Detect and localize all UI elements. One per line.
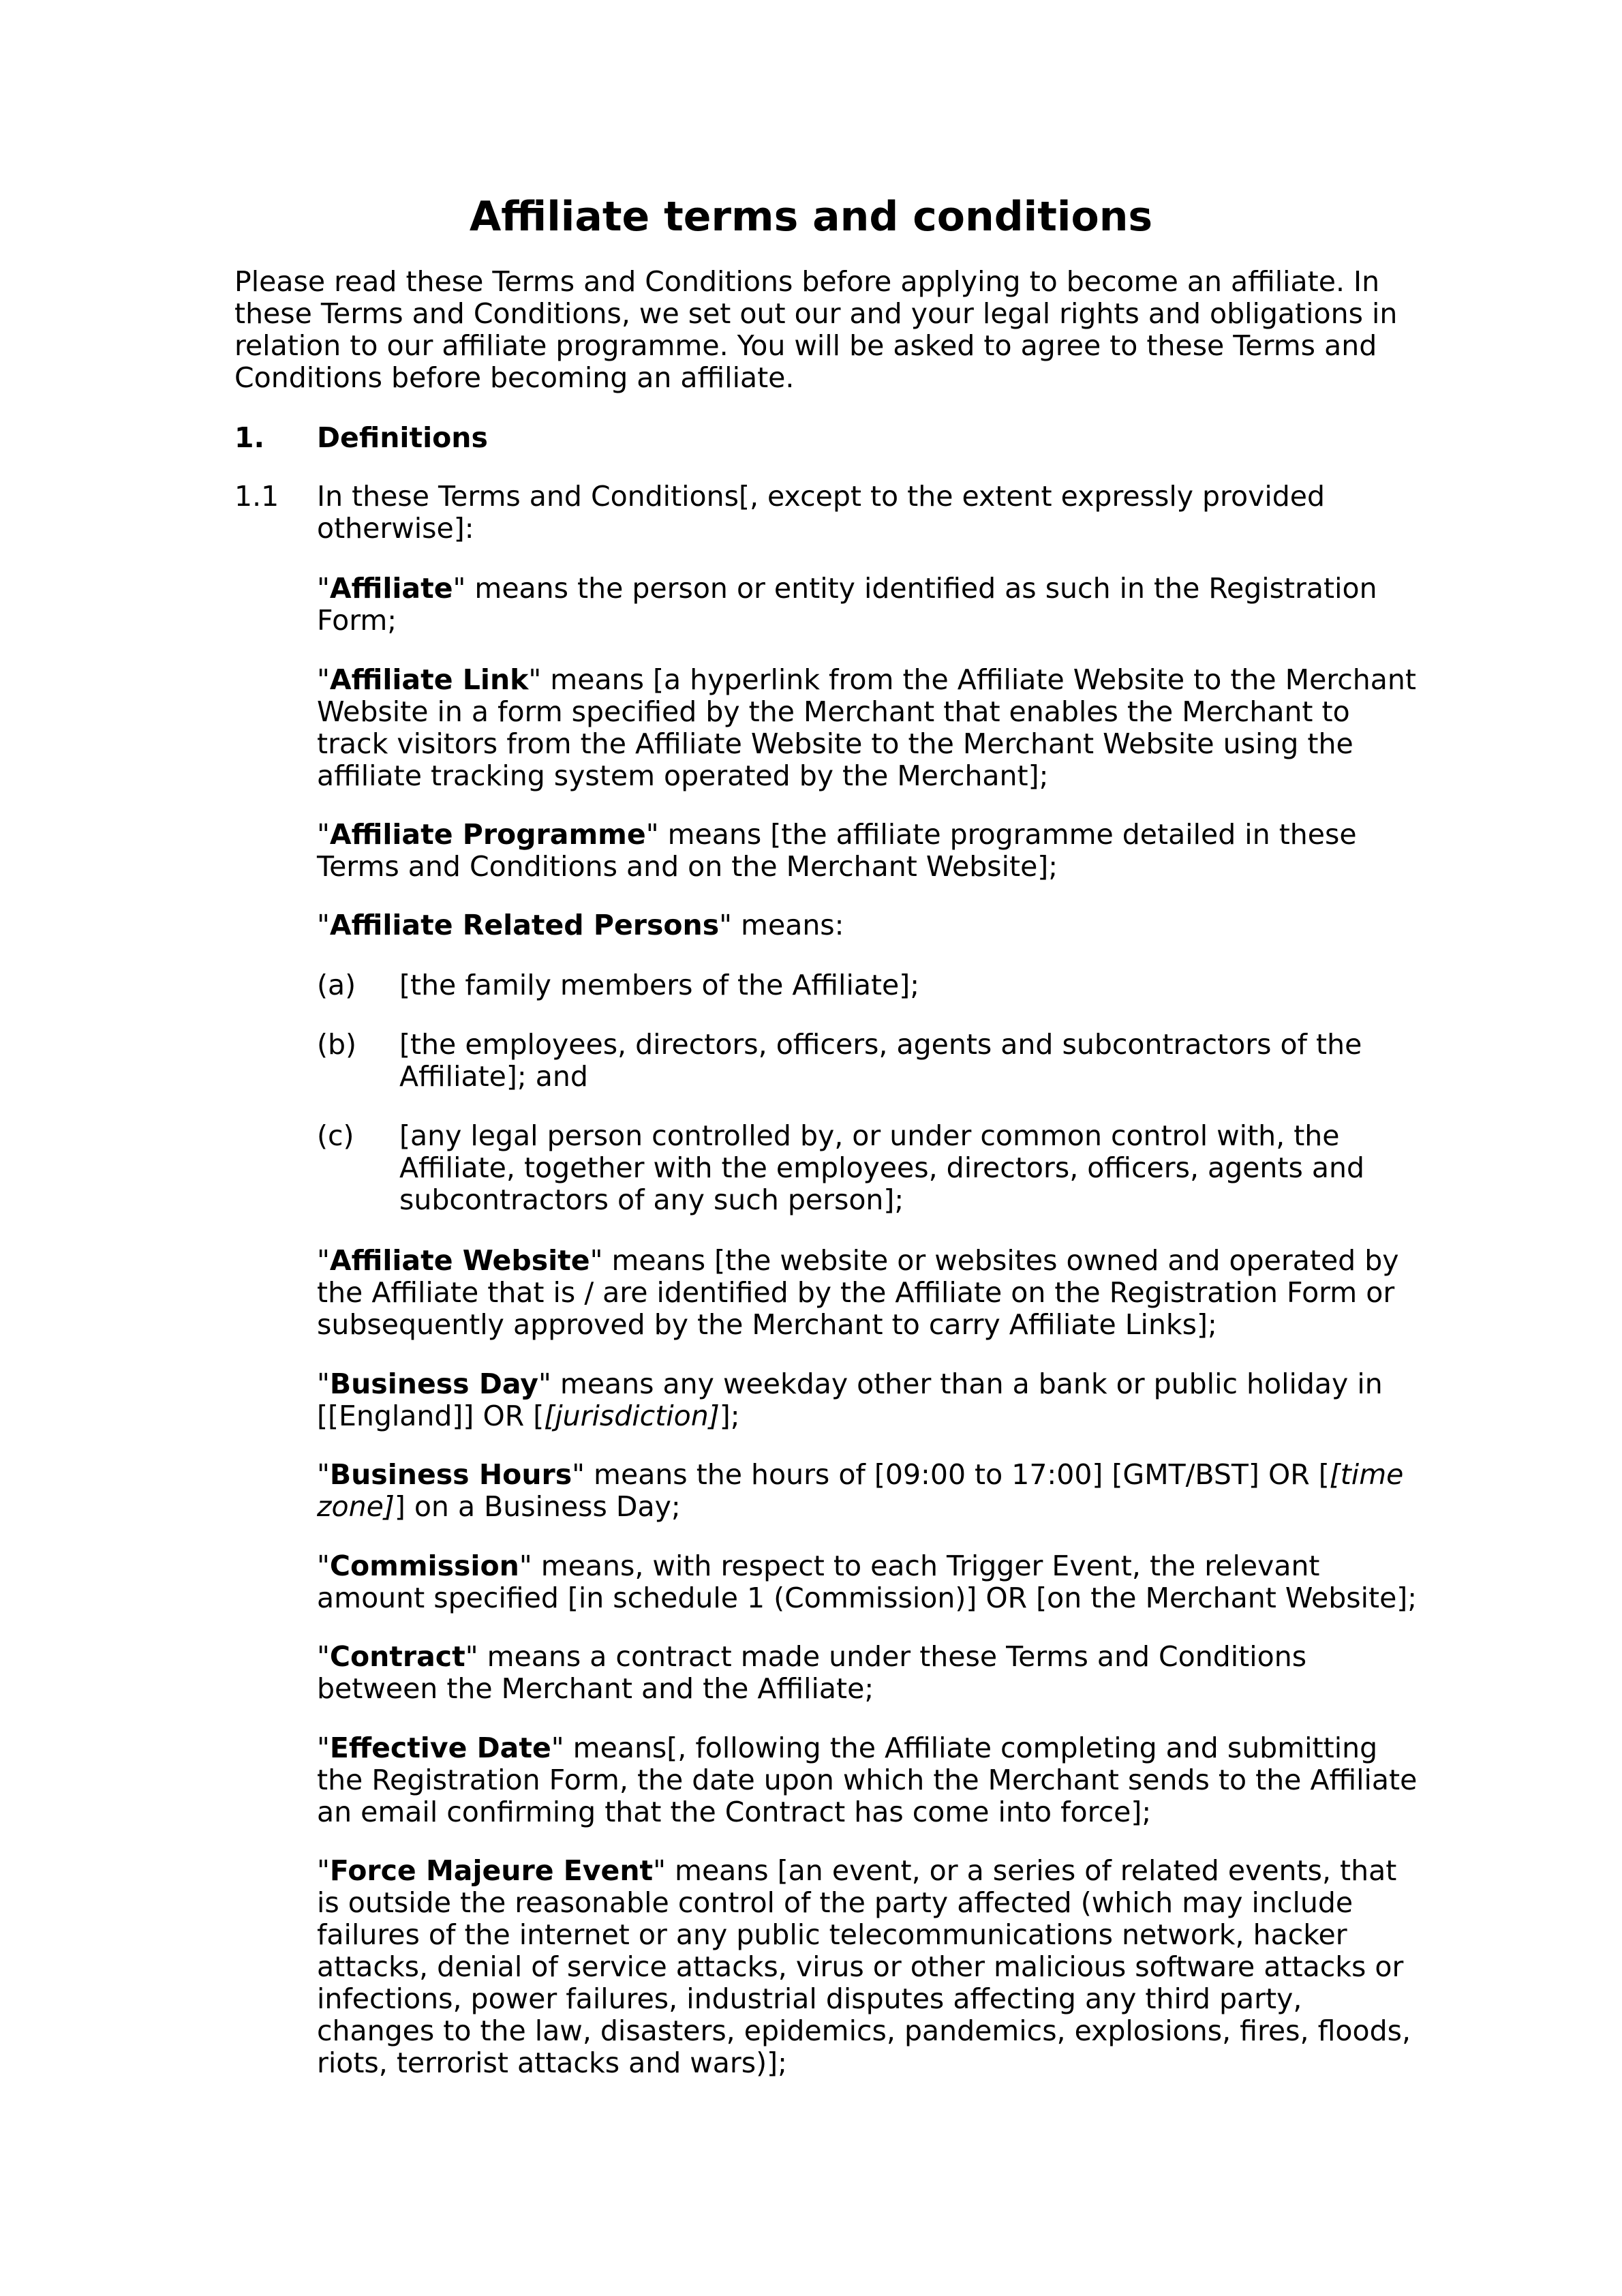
list-item-label: (b) xyxy=(317,1028,357,1061)
definition-effective-date: "Effective Date" means[, following the Affiliate completing and submitting the Registration Form, the date upon which the Merchant sends to the Affiliate an email confirming that the Contract has come into force]; xyxy=(317,1732,1418,1828)
section-number: 1. xyxy=(234,421,265,454)
list-item-text: [any legal person controlled by, or under common control with, the Affiliate, together with the employees, directors, officers, agents and subcontractors of any such person]; xyxy=(399,1119,1365,1216)
clause-text: In these Terms and Conditions[, except to the extent expressly provided otherwise]: xyxy=(317,480,1326,545)
section-heading: Definitions xyxy=(317,421,488,454)
definition-commission: "Commission" means, with respect to each Trigger Event, the relevant amount specified [in schedule 1 (Commission)] OR [on the Merchant Website]; xyxy=(317,1550,1418,1614)
defined-term: Affiliate Related Persons xyxy=(329,909,720,941)
defined-term: Affiliate Website xyxy=(329,1244,590,1277)
definition-contract: "Contract" means a contract made under these Terms and Conditions between the Merchant and the Affiliate; xyxy=(317,1640,1307,1705)
list-item-text: [the family members of the Affiliate]; xyxy=(399,969,920,1001)
intro-paragraph: Please read these Terms and Conditions before applying to become an affiliate. In these Terms and Conditions, we set out our and your legal rights and obligations in relation to our affiliate programme. You will be asked to agree to these Terms and Conditions before becoming an affiliate. xyxy=(234,265,1398,394)
definition-force-majeure-event: "Force Majeure Event" means [an event, or a series of related events, that is outside the reasonable control of the party affected (which may include failures of the internet or any public telecommunications network, hacker attacks, denial of service attacks, virus or other malicious software attacks or infections, power failures, industrial disputes affecting any third party, changes to the law, disasters, epidemics, pandemics, explosions, fires, floods, riots, terrorist attacks and wars)]; xyxy=(317,1854,1411,2079)
clause-number: 1.1 xyxy=(234,480,279,513)
defined-term: Force Majeure Event xyxy=(329,1854,654,1887)
defined-term: Effective Date xyxy=(329,1732,551,1764)
defined-term: Contract xyxy=(329,1640,465,1673)
definition-business-hours: "Business Hours" means the hours of [09:00 to 17:00] [GMT/BST] OR [[time zone]] on a Business Day; xyxy=(317,1458,1404,1523)
definition-affiliate-related-persons: "Affiliate Related Persons" means: xyxy=(317,909,844,941)
defined-term: Affiliate xyxy=(329,572,453,605)
defined-term: Affiliate Link xyxy=(329,663,529,696)
definition-affiliate: "Affiliate" means the person or entity identified as such in the Registration Form; xyxy=(317,572,1377,637)
list-item-label: (a) xyxy=(317,969,356,1001)
defined-term: Affiliate Programme xyxy=(329,818,646,851)
definition-affiliate-programme: "Affiliate Programme" means [the affiliate programme detailed in these Terms and Conditions and on the Merchant Website]; xyxy=(317,818,1357,883)
definition-affiliate-link: "Affiliate Link" means [a hyperlink from the Affiliate Website to the Merchant Website in a form specified by the Merchant that enables the Merchant to track visitors from the Affiliate Website to the Merchant Website using the affiliate tracking system operated by the Merchant]; xyxy=(317,663,1416,792)
definition-affiliate-website: "Affiliate Website" means [the website or websites owned and operated by the Affiliate that is / are identified by the Affiliate on the Registration Form or subsequently approved by the Merchant to carry Affiliate Links]; xyxy=(317,1244,1399,1341)
list-item-text: [the employees, directors, officers, agents and subcontractors of the Affiliate]; and xyxy=(399,1028,1362,1093)
defined-term: Business Day xyxy=(329,1368,538,1400)
definition-business-day: "Business Day" means any weekday other than a bank or public holiday in [[England]] OR [[jurisdiction]]; xyxy=(317,1368,1383,1432)
defined-term: Business Hours xyxy=(329,1458,572,1491)
document-title: Affiliate terms and conditions xyxy=(469,193,1153,241)
defined-term: Commission xyxy=(329,1550,519,1582)
list-item-label: (c) xyxy=(317,1119,354,1152)
